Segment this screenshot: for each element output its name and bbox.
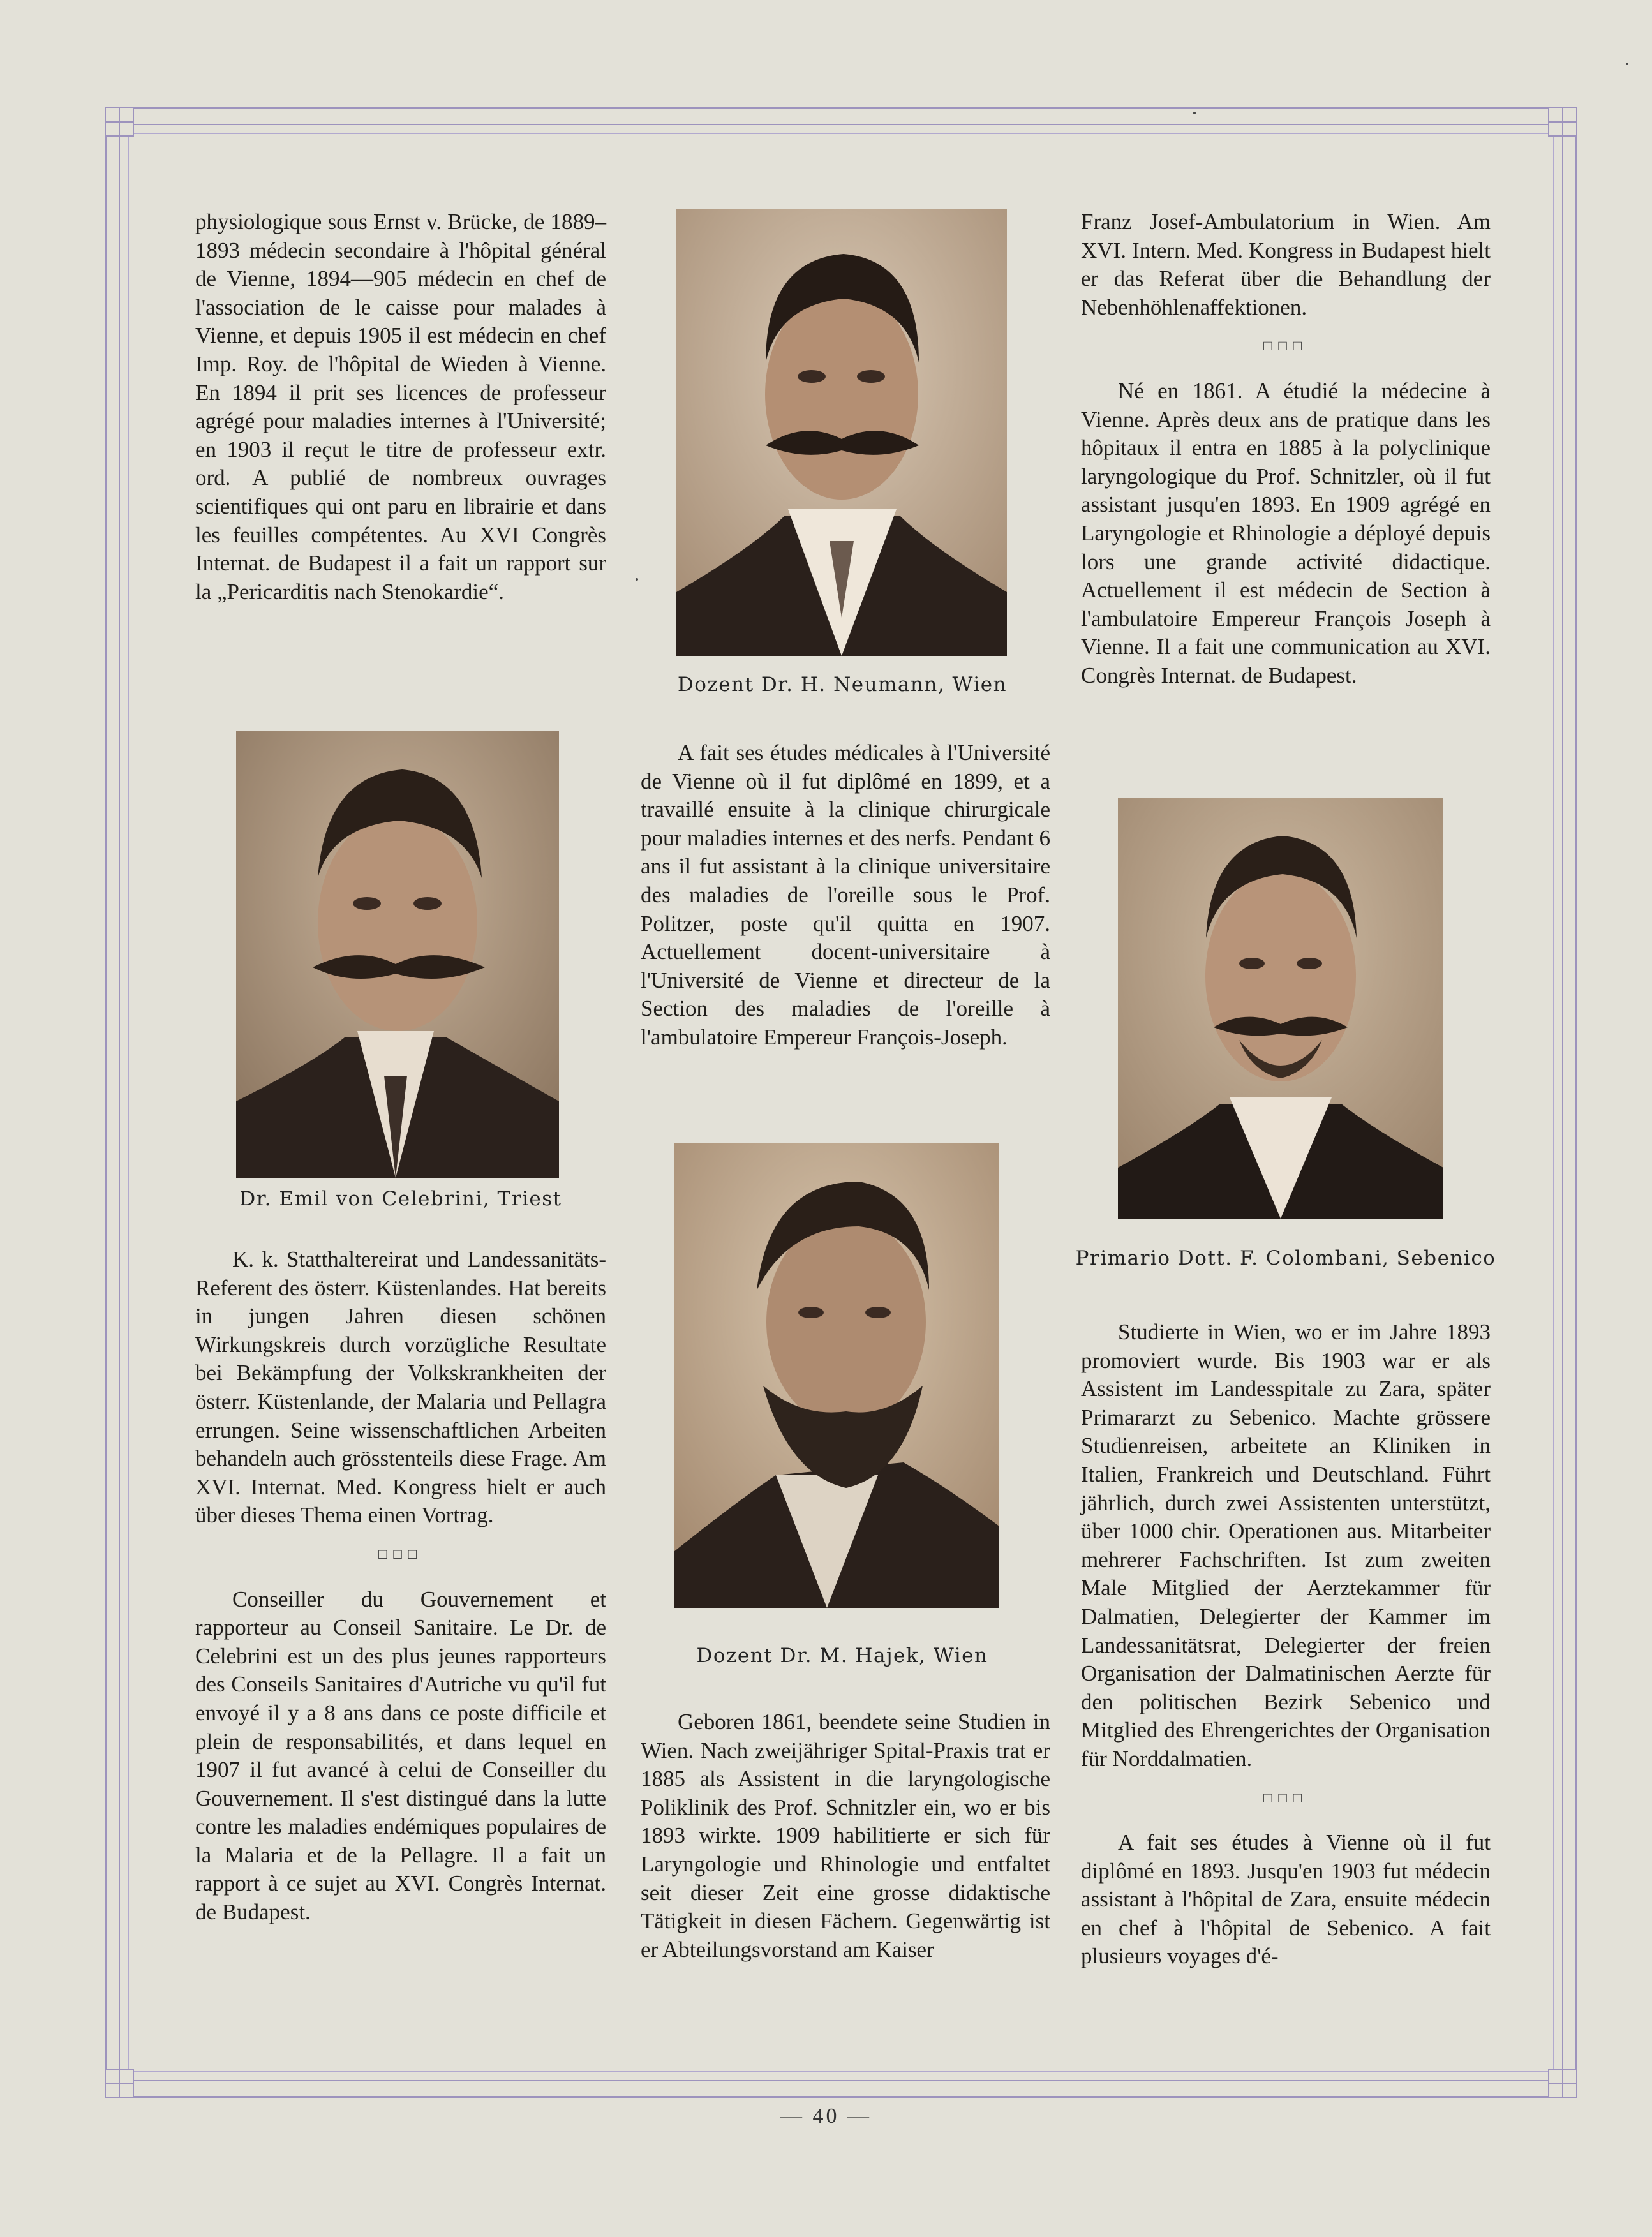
caption-celebrini: Dr. Emil von Celebrini, Triest	[239, 1187, 562, 1210]
paragraph-hajek-de-continued: Franz Josef-Ambulatorium in Wien. Am XVI. Intern. Med. Kongress in Budapest hielt er das Referat über die Behandlung der Nebenhöhlenaffektionen.	[1081, 209, 1491, 320]
column-middle-bottom	[641, 1708, 1050, 1964]
column-right-bottom	[1081, 1318, 1491, 1971]
caption-hajek: Dozent Dr. M. Hajek, Wien	[696, 1644, 988, 1667]
paper-speck	[1193, 112, 1196, 114]
paper-speck	[636, 578, 638, 581]
paragraph-hajek-de: Geboren 1861, beendete seine Studien in Wien. Nach zweijähriger Spital-Praxis trat er 1885 als Assistent in die laryngologische Poliklinik des Prof. Schnitzler ein, wo er bis 1893 wirkte. 1909 habilitierte er sich für Laryngologie und Rhinologie und entfaltet seit dieser Zeit eine grosse didaktische Tätigkeit in diesen Fächern. Gegenwärtig ist er Abteilungsvorstand am Kaiser	[641, 1709, 1050, 1962]
section-separator: □□□	[1263, 338, 1308, 354]
portrait-celebrini	[236, 731, 559, 1178]
paragraph-bruecke-bio: physiologique sous Ernst v. Brücke, de 1889–1893 médecin secondaire à l'hôpital général de Vienne, 1894—905 médecin en chef de l'association de le caisse pour malades à Vienne, et depuis 1905 il est médecin en chef Imp. Roy. de l'hôpital de Wieden à Vienne. En 1894 il prit ses licences de professeur agrégé pour maladies internes à l'Université; en 1903 il reçut le titre de professeur extr. ord. A publié de nombreux ouvrages scientifiques qui ont paru en librairie et dans les feuilles compétentes. Au XVI Congrès Internat. de Budapest il a fait un rapport sur la „Pericarditis nach Stenokardie“.	[195, 209, 606, 604]
frame-corner-ornament	[105, 107, 134, 137]
paragraph-colombani-fr: A fait ses études à Vienne où il fut diplômé en 1893. Jusqu'en 1903 fut médecin assistant à l'hôpital de Zara, ensuite médecin en chef à l'hôpital de Sebenico. A fait plusieurs voyages d'é-	[1081, 1830, 1491, 1969]
portrait-colombani	[1118, 798, 1443, 1219]
caption-neumann: Dozent Dr. H. Neumann, Wien	[677, 673, 1008, 696]
column-middle-top	[641, 739, 1050, 1052]
paragraph-colombani-de: Studierte in Wien, wo er im Jahre 1893 promoviert wurde. Bis 1903 war er als Assistent im Landesspitale zu Zara, später Primararzt zu Sebenico. Machte grössere Studienreisen, arbeitete an Kliniken in Italien, Frankreich und Deutschland. Führt jährlich, durch zwei Assistenten unterstützt, über 1000 chir. Operationen aus. Mitarbeiter mehrerer Fachschriften. Ist zum zweiten Male Mitglied der Aerztekammer für Dalmatien, Delegierter der Kammer im Landessanitätsrat, Delegierter der freien Organisation der Dalmatinischen Aerzte für den politischen Bezirk Sebenico und Mitglied des Ehrengerichtes der Organisation für Norddalmatien.	[1081, 1319, 1491, 1771]
frame-corner-ornament	[105, 2069, 134, 2098]
frame-corner-ornament	[1548, 2069, 1577, 2098]
page-number: — 40 —	[780, 2104, 872, 2128]
paragraph-celebrini-fr: Conseiller du Gouvernement et rapporteur au Conseil Sanitaire. Le Dr. de Celebrini est un des plus jeunes rapporteurs des Conseils Sanitaires d'Autriche vu qu'il fut envoyé il y a 8 ans dans ce poste difficile et plein de responsabilités, et dans lequel en 1907 il fut avancé à celui de Conseiller du Gouvernement. Il s'est distingué dans la lutte contre les maladies endémiques populaires de la Malaria et de la Pellagre. Il a fait un rapport à ce sujet au XVI. Congrès Internat. de Budapest.	[195, 1586, 606, 1925]
portrait-hajek	[674, 1143, 999, 1608]
paragraph-neumann-fr: A fait ses études médicales à l'Université de Vienne où il fut diplômé en 1899, et a travaillé ensuite à la clinique chirurgicale pour maladies internes et des nerfs. Pendant 6 ans il fut assistant à la clinique universitaire des maladies de l'oreille sous le Prof. Politzer, poste qu'il quitta en 1907. Actuellement docent-universitaire à l'Université de Vienne et directeur de la Section des maladies de l'oreille à l'ambulatoire Empereur François-Joseph.	[641, 740, 1050, 1050]
caption-colombani: Primario Dott. F. Colombani, Sebenico	[1075, 1247, 1496, 1270]
column-left-bottom	[195, 1245, 606, 1927]
paragraph-celebrini-de: K. k. Statthaltereirat und Landessanitäts-Referent des österr. Küstenlandes. Hat bereits in jungen Jahren diesen schönen Wirkungskreis durch vorzügliche Resultate bei Bekämpfung der Volkskrankheiten der österr. Küstenlande, der Malaria und Pellagra errungen. Seine wissenschaftlichen Arbeiten behandeln auch grösstenteils diese Frage. Am XVI. Internat. Med. Kongress hielt er auch über dieses Thema einen Vortrag.	[195, 1247, 606, 1528]
section-separator: □□□	[378, 1545, 423, 1562]
column-right-top	[1081, 208, 1491, 690]
paragraph-hajek-fr: Né en 1861. A étudié la médecine à Vienne. Après deux ans de pratique dans les hôpitaux il entra en 1885 à la polyclinique laryngologique du Prof. Schnitzler, où il fut assistant jusqu'en 1893. En 1909 agrégé en Laryngologie et Rhinologie a déployé depuis lors une grande activité didactique. Actuellement il est médecin de Section à l'ambulatoire Empereur François Joseph à Vienne. Il a fait une communication au XVI. Congrès Internat. de Budapest.	[1081, 378, 1491, 688]
column-left-top	[195, 208, 606, 606]
frame-corner-ornament	[1548, 107, 1577, 137]
paper-speck	[1626, 63, 1628, 65]
portrait-neumann	[676, 209, 1007, 656]
section-separator: □□□	[1263, 1789, 1308, 1806]
